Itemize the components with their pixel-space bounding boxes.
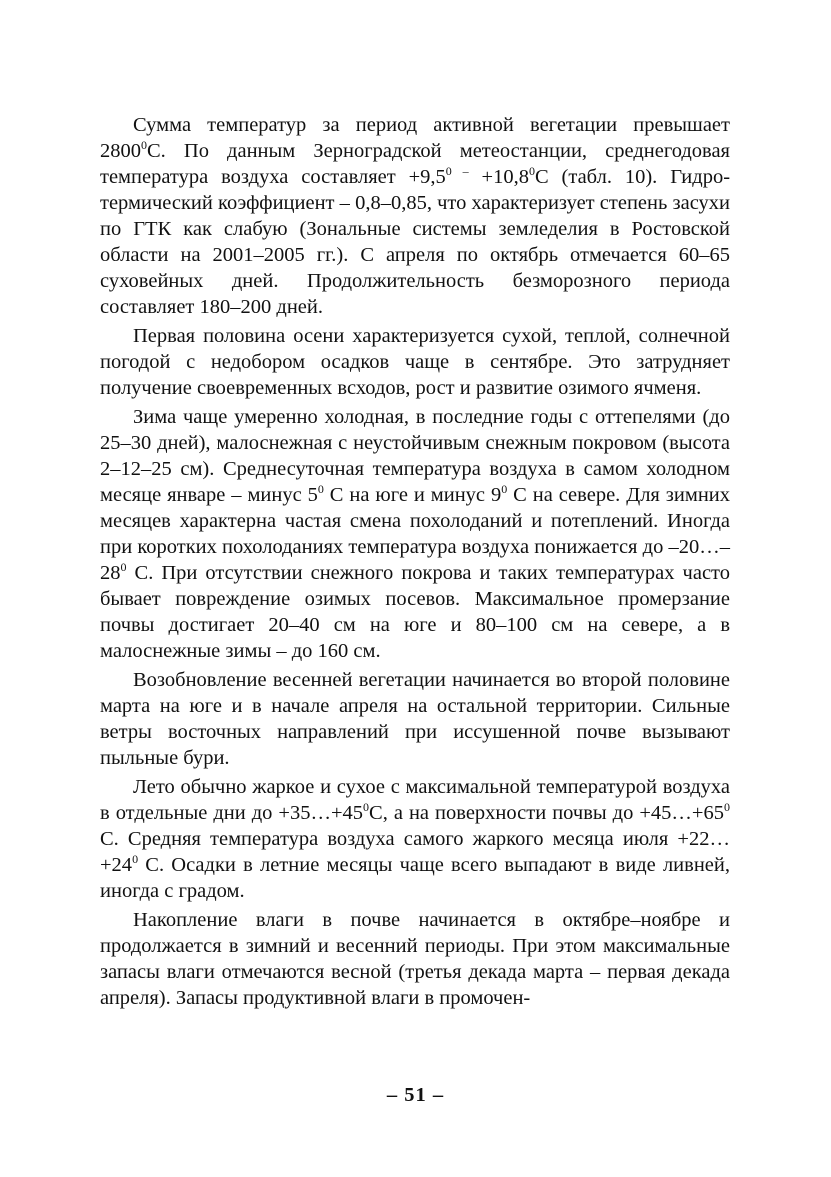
text-run: С. По данным Зерноградской метеостанции, среднегодовая температура воздуха составляет +9,5 (100, 140, 730, 188)
degree-superscript: 0 (528, 164, 535, 178)
text-run: С. Средняя температура воздуха самого жаркого месяца июля +22…+24 (100, 828, 730, 876)
paragraph-vegetation-temperatures (100, 112, 730, 320)
text-run: С на севере. Для зимних месяцев характерна частая смена похолоданий и потеплений. Иногда при коротких похолоданиях температура воздуха понижается до –20…–28 (100, 484, 731, 584)
text-run: Возобновление весенней вегетации начинается во второй половине марта на юге и в начале апреля на остальной территории. Сильные ветры восточных направлений при иссушенной почве вызывают пыльные бури. (100, 669, 730, 769)
text-run: С. Осадки в летние месяцы чаще всего выпадают в виде ливней, иногда с градом. (100, 854, 730, 902)
degree-superscript: 0 (141, 138, 147, 152)
page-body (100, 112, 730, 1014)
paragraph-autumn (100, 323, 730, 401)
text-run: Сумма температур за период активной вегетации превышает 2800 (100, 114, 730, 162)
paragraph-spring (100, 667, 730, 771)
text-run: Лето обычно жаркое и сухое с максимальной температурой воздуха в отдельные дни до +35…+45 (100, 776, 730, 824)
text-run: Зима чаще умеренно холодная, в последние годы с оттепелями (до 25–30 дней), малоснежная с неустойчивым снежным покровом (высота 2–12–25 см). Среднесуточная температура воздуха в самом холодном месяце январе – минус 5 (100, 406, 730, 506)
text-run: С на юге и минус 9 (323, 484, 502, 506)
text-run: С (табл. 10). Гидротермический коэффициент – 0,8–0,85, что характеризует степень засухи по ГТК как слабую (Зональные системы земледелия в Ростовской области на 2001–2005 гг.). С апреля по октябрь отмечается 60–65 суховейных дней. Продолжительность безморозного периода составляет 180–200 дней. (100, 166, 731, 318)
text-run: С. При отсутствии снежного покрова и таких температурах часто бывает повреждение озимых посевов. Максимальное промерзание почвы достигает 20–40 см на юге и 80–100 см на севере, а в малоснежные зимы – до 160 см. (100, 562, 730, 662)
paragraph-summer (100, 774, 730, 904)
text-run: С, а на поверхности почвы до +45…+65 (369, 802, 724, 824)
degree-superscript: 0 (363, 800, 370, 814)
text-run: Первая половина осени характеризуется сухой, теплой, солнечной погодой с недобором осадков чаще в сентябре. Это затрудняет получение своевременных всходов, рост и развитие озимого ячменя. (100, 325, 730, 399)
degree-superscript: 0 (120, 560, 127, 574)
text-run: Накопление влаги в почве начинается в октябре–ноябре и продолжается в зимний и весенний периоды. При этом максимальные запасы влаги отмечаются весной (третья декада марта – первая декада апреля). Запасы продуктивной влаги в промочен- (100, 909, 730, 1009)
paragraph-moisture (100, 907, 730, 1011)
degree-superscript: 0 (317, 482, 324, 496)
degree-superscript: 0 (723, 800, 730, 814)
degree-superscript: 0 – (445, 164, 469, 178)
degree-superscript: 0 (132, 852, 139, 866)
degree-superscript: 0 (501, 482, 508, 496)
text-run: +10,8 (468, 166, 529, 188)
page-number: – 51 – (386, 1084, 445, 1106)
paragraph-winter (100, 404, 730, 664)
